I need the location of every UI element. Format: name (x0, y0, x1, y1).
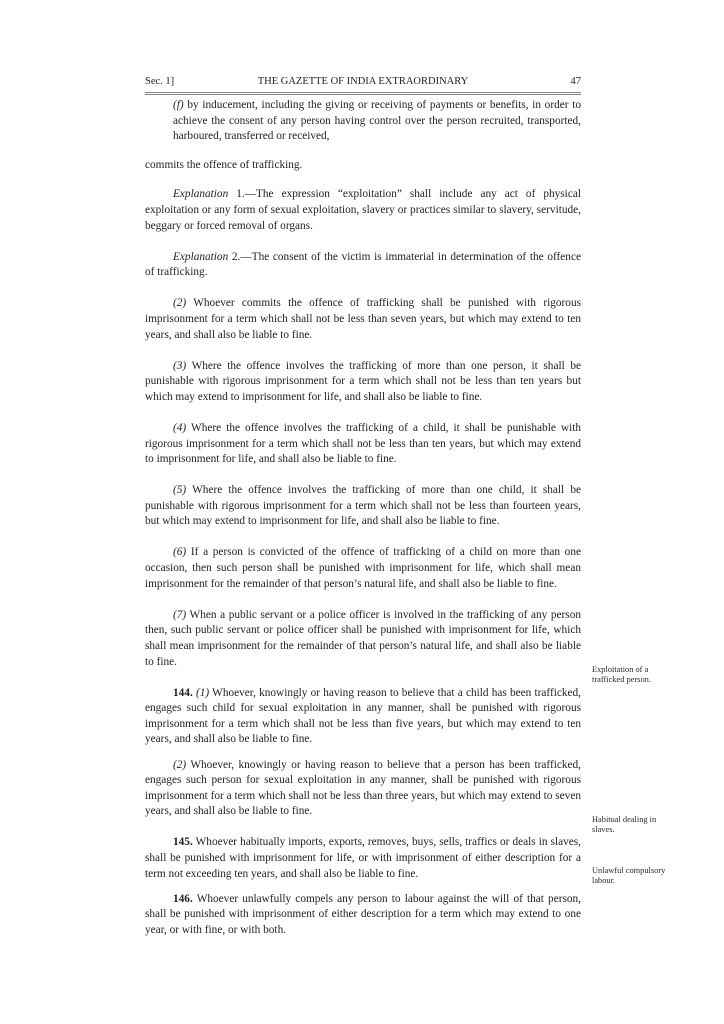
subsection-7-label: (7) (173, 608, 187, 621)
section-144-2 (145, 758, 581, 820)
section-144-1-label: (1) (195, 686, 210, 699)
header-divider (145, 92, 581, 95)
explanation-1-text: 1.—The expression “exploitation” shall include any act of physical exploitation or any form of sexual exploitation, slavery or practices similar to slavery, servitude, beggary or forced removal of organs. (145, 188, 581, 232)
marginal-note-146: Unlawful compulsory labour. (592, 866, 666, 886)
section-146-number: 146. (173, 892, 193, 905)
subsection-3 (145, 359, 581, 406)
page-header (145, 76, 581, 90)
subsection-5-label: (5) (173, 484, 187, 497)
section-144-number: 144. (173, 686, 193, 699)
section-145-number: 145. (173, 836, 193, 849)
marginal-note-145: Habitual dealing in slaves. (592, 815, 657, 835)
section-146-text: Whoever unlawfully compels any person to labour against the will of that person, shall be punished with imprisonment of either description for a term which may extend to one year, or with fine, or with both. (145, 892, 581, 937)
explanation-2-text: 2.—The consent of the victim is immaterial in determination of the offence of trafficking. (145, 250, 581, 279)
section-reference: Sec. 1] (145, 76, 175, 87)
commits-line: commits the offence of trafficking. (145, 158, 303, 171)
subsection-4 (145, 421, 581, 468)
document-body (145, 98, 581, 948)
page-number: 47 (570, 76, 581, 87)
subsection-6-text: If a person is convicted of the offence of trafficking of a child on more than one occasion, then such person shall be punished with imprisonment for life, which shall mean imprisonment for the remainder of that person’s natural life, and shall also be liable to fine. (145, 546, 581, 590)
subsection-7-text: When a public servant or a police officer is involved in the trafficking of any person then, such public servant or police officer shall be punished with imprisonment for life, which shall mean imprisonment for the remainder of that person’s natural life, and shall also be liable to fine. (145, 608, 581, 668)
subsection-2 (145, 296, 581, 343)
section-145 (145, 835, 581, 882)
explanation-1 (145, 187, 581, 234)
explanation-2-label: Explanation (173, 250, 229, 263)
subsection-4-text: Where the offence involves the trafficking of a child, it shall be punishable with rigorous imprisonment for a term which shall not be less than ten years, but which may extend to imprisonment for life, and shall also be liable to fine. (145, 421, 581, 466)
clause-f (145, 98, 581, 145)
section-144-2-text: Whoever, knowingly or having reason to believe that a person has been trafficked, engages such person for sexual exploitation in any manner, shall be punished with rigorous imprisonment for a term which shall not be less than three years, but which may extend to seven years, and shall also be liable to fine. (145, 758, 581, 818)
subsection-6 (145, 545, 581, 592)
section-145-text: Whoever habitually imports, exports, removes, buys, sells, traffics or deals in slaves, shall be punished with imprisonment for life, or with imprisonment of either description for a term not exceeding ten years, and shall also be liable to fine. (145, 836, 581, 880)
section-144-1-text: Whoever, knowingly or having reason to believe that a child has been trafficked, engages such child for sexual exploitation in any manner, shall be punished with rigorous imprisonment for a term which shall not be less than five years, but which may extend to ten years, and shall also be liable to fine. (145, 686, 582, 746)
subsection-7 (145, 608, 581, 670)
subsection-2-text: Whoever commits the offence of trafficking shall be punished with rigorous imprisonment for a term which shall not be less than seven years, but which may extend to ten years, and shall also be liable to fine. (145, 297, 581, 341)
marginal-note-144: Exploitation of a trafficked person. (592, 665, 651, 685)
subsection-5-text: Where the offence involves the trafficking of more than one child, it shall be punishable with rigorous imprisonment for a term which shall not be less than fourteen years, but which may extend to imprisonment for life, and shall also be liable to fine. (145, 484, 581, 528)
clause-f-label: (f) (173, 99, 184, 111)
gazette-title: THE GAZETTE OF INDIA EXTRAORDINARY (257, 76, 469, 87)
section-144-2-label: (2) (173, 758, 187, 771)
section-146 (145, 892, 581, 939)
subsection-6-label: (6) (173, 546, 187, 559)
clause-f-text: by inducement, including the giving or receiving of payments or benefits, in order to achieve the consent of any person having control over the person recruited, transported, harboured, transferred or received, (173, 99, 581, 143)
explanation-2 (145, 250, 581, 281)
subsection-3-label: (3) (173, 359, 187, 372)
subsection-5 (145, 483, 581, 530)
subsection-2-label: (2) (173, 297, 187, 310)
subsection-3-text: Where the offence involves the trafficking of more than one person, it shall be punishable with rigorous imprisonment for a term which shall not be less than ten years but which may extend to imprisonment for life, and shall also be liable to fine. (145, 359, 581, 403)
subsection-4-label: (4) (173, 421, 187, 434)
section-144-1 (145, 686, 581, 748)
explanation-1-label: Explanation (173, 188, 229, 201)
